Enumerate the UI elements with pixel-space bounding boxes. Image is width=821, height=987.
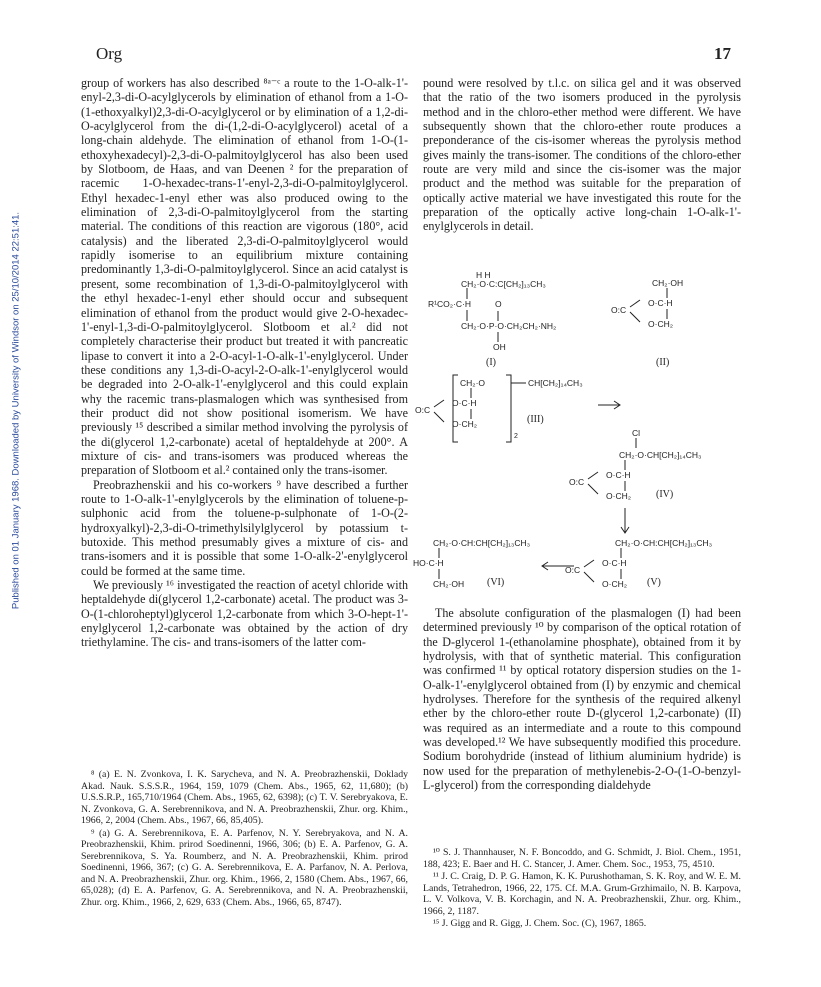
download-notice-text: Published on 01 January 1968. Downloaded by University of Windsor on 25/10/2014 22:51:41. [10,211,22,610]
right-column-bottom [423,606,741,792]
compound-1-label: (I) [486,357,496,368]
compound-5-label: (V) [647,577,661,588]
left-paragraph-2: Preobrazhenskii and his co-workers ⁹ have described a further route to 1-O-alk-1'-enylglycerols by the elimination of toluene-p-sulphonic acid from the toluene-p-sulphonate of 1-O-(2-hydroxyalkyl)-2,3-di-O-trimethylsilylglycerol by potassium t-butoxide. This method presumably gives a mixture of cis- and trans-isomers and it is possible that some 1-O-alk-2'-enylglycerol could be formed at the same time. [81,477,408,578]
left-paragraph-1: group of workers has also described ⁸ᵃ⁻ᶜ a route to the 1-O-alk-1'-enyl-2,3-di-O-acylglycerols by elimination of ethanol from a 1-O-(1-ethoxyalkyl)2,3-di-O-acylglycerol or by elimination of a 1,2-di-O-acylglycerol from the di-(1,2-di-O-acylglycerol) acetal of a long-chain aldehyde. The elimination of ethanol from 1-O-(1-ethoxyhexadecyl)-2,3-di-O-palmitoylglycerol has also been used by Slotboom, de Haas, and van Deenen ² for the preparation of racemic 1-O-hexadec-trans-1'-enyl-2,3-di-O-palmitoylglycerol. Ethyl hexadec-1-enyl ether was also produced owing to the elimination of 2,3-di-O-palmitoylglycerol from the starting material. The conditions of this reaction are vigorous (180°, acid catalysis) and the liberated 2,3-di-O-palmitoylglycerol would rapidly isomerise to an equilibrium mixture containing predominantly 1,3-di-O-palmitoylglycerol. Since an acid catalyst is present, some recombination of 1,3-di-O-palmitoylglycerol with the ethyl hexadec-1-enyl ether should occur and subsequent elimination of ethanol from the product would give 2-O-hexadec-1'-enyl-1,3-di-O-palmitoylglycerol. Slotboom et al.² did not completely characterise their product but treated it with pancreatic lipase to convert it into a 2-O-acyl-1-O-alk-1'-enylglycerol. Under these conditions any 1,3-di-O-acyl-2-O-alk-1'-enylglycerol would be degraded into 2-O-alk-1'-enylglycerol and this could explain why the racemic trans-plasmalogen which was synthesised from their product did not show positional isomerism. We have previously ¹⁵ described a similar method involving the pyrolysis of the di(glycerol 1,2-carbonate) acetal of heptaldehyde at 200°. A mixture of cis- and trans-isomers was produced whereas the preparation of Slotboom et al.² contained only the trans-isomer. [81,76,408,478]
compound-4-top: CH₂·O·CH[CH₂]₁₄CH₃ [619,450,702,460]
compound-1-middle: R¹CO₂·C·H [428,299,471,309]
compound-2-carbonyl: O:C [611,305,627,315]
compound-2-top: CH₂·OH [652,278,684,288]
compound-3-subscript: 2 [514,433,518,440]
compound-5-middle: O·C·H [602,558,627,568]
compound-4-label: (IV) [656,489,674,500]
footnote-9: ⁹ (a) G. A. Serebrennikova, E. A. Parfenov, N. Y. Serebryakova, and N. A. Preobrazhenskii, Khim. prirod Soedinenni, 1966, 306; (b) E. A. Parfenov, G. A. Serebrennikova, S. Ya. Roumberz, and N. A. Preobrazhenskii, Khim. prirod Soedinenni, 1966, 367; (c) G. A. Serebrennikova, E. A. Parfanov, N. A. Perlova, and N. A. Preobrazhenskii, Zhur. org. Khim., 1966, 2, 1580 (Chem. Abs., 1967, 66, 65,028); (d) E. A. Parfenov, G. A. Serebrennikova, and N. A. Preobrazhenskii, Zhur. org. Khim., 1966, 2, 629, 633 (Chem. Abs., 1966, 65, 8747). [81,827,408,908]
compound-3-middle: O·C·H [452,398,477,408]
right-paragraph-2: The absolute configuration of the plasmalogen (I) had been determined previously ¹⁰ by comparison of the optical rotation of the D-glycerol 1-(ethanolamine phosphate), obtained from it by hydrolysis, with that of synthetic material. This configuration was confirmed ¹¹ by optical rotatory dispersion studies on the 1-O-alk-1'-enylglycerol obtained from (I) by enzymic and chemical hydrolyses. Therefore for the synthesis of the required alkenyl ether by the chloro-ether route D-(glycerol 1,2-carbonate) (II) was required as an intermediate and a route to this compound was developed.¹² We have subsequently modified this procedure. Sodium borohydride (instead of lithium aluminium hydride) is now used for the preparation of methylenebis-2-O-(1-O-benzyl-L-glycerol) from the corresponding dialdehyde [423,606,741,793]
compound-4-carbonyl: O:C [569,477,585,487]
compound-1-oxo: O [495,299,502,309]
compound-4-chlorine: Cl [632,428,641,438]
compound-6-label: (VI) [487,577,505,588]
right-footnotes [423,847,741,931]
footnote-10: ¹⁰ S. J. Thannhauser, N. F. Boncoddo, and G. Schmidt, J. Biol. Chem., 1951, 188, 423; E. Baer and H. C. Stancer, J. Amer. Chem. Soc., 1953, 75, 4510. [423,847,741,870]
compound-3-carbonyl: O:C [415,405,431,415]
page-number: 17 [714,44,731,63]
compound-1-hydroxyl: OH [493,342,506,352]
compound-1-hh: H H [476,270,491,280]
compound-4-bottom: O·CH₂ [606,491,632,501]
footnote-11: ¹¹ J. C. Craig, D. P. G. Hamon, K. K. Purushothaman, S. K. Roy, and W. E. M. Lands, Tetrahedron, 1966, 22, 175. Cf. M.A. Grum-Grzhimailo, N. B. Karpova, L. V. Volkova, V. B. Korchagin, and N. A. Preobrazhenskii, Zhur. org. Khim., 1966, 2, 1187. [423,871,741,917]
compound-3-label: (III) [527,414,544,425]
left-paragraph-3: We previously ¹⁶ investigated the reaction of acetyl chloride with heptaldehyde di(glycerol 1,2-carbonate) acetal. The product was 3-O-(1-chloroheptyl)glycerol 1,2-carbonate from which 3-O-hept-1'-enylglycerol 1,2-carbonate was obtained by the action of dry triethylamine. The cis- and trans-isomers of the latter com- [81,578,408,650]
compound-3-bottom: O·CH₂ [452,419,478,429]
footnote-8: ⁸ (a) E. N. Zvonkova, I. K. Sarycheva, and N. A. Preobrazhenskii, Doklady Akad. Nauk. S.S.S.R., 1964, 159, 1079 (Chem. Abs., 1965, 62, 11,680); (b) U.S.S.R.P., 165,710/1964 (Chem. Abs., 1965, 62, 6398); (c) T. V. Serebryakova, E. N. Zvonkova, G. A. Serebrennikova, and N. A. Preobrazhenskii, Zhur. org. Khim., 1966, 2, 2004 (Chem. Abs., 1967, 66, 85,405). [81,769,408,826]
compound-6-bottom: CH₂·OH [433,579,465,589]
footnote-15: ¹⁵ J. Gigg and R. Gigg, J. Chem. Soc. (C), 1967, 1865. [433,918,647,929]
compound-5-carbonyl: O:C [565,565,581,575]
compound-6-middle: HO·C·H [413,558,444,568]
compound-1-top: CH₂·O·C:C[CH₂]₁₃CH₃ [461,279,546,289]
compound-2-bottom: O·CH₂ [648,319,674,329]
compound-2-label: (II) [656,357,670,368]
compound-2-middle: O·C·H [648,298,673,308]
compound-6-top: CH₂·O·CH:CH[CH₂]₁₃CH₃ [433,538,531,548]
compound-5-top: CH₂·O·CH:CH[CH₂]₁₃CH₃ [615,538,713,548]
compound-5-bottom: O·CH₂ [602,579,628,589]
compound-3-chain: CH[CH₂]₁₄CH₃ [528,378,583,388]
compound-4-middle: O·C·H [606,470,631,480]
journal-name: Org [96,44,123,63]
compound-1-bottom: CH₂·O·P·O·CH₂CH₂·NH₂ [461,321,557,331]
right-paragraph-1: pound were resolved by t.l.c. on silica gel and it was observed that the ratio of the two isomers produced in the pyrolysis method and in the chloro-ether method were different. We have subsequently shown that the chloro-ether route produces a preponderance of the cis-isomer whereas the pyrolysis method gives mainly the trans-isomer. The conditions of the chloro-ether route are very mild and since the cis-isomer was the major product and the method was suitable for the preparation of optically active material we have investigated this route for the preparation of the optically active long-chain 1-O-alk-1'-enylglycerols in detail. [423,76,741,234]
compound-3-top: CH₂·O [460,378,486,388]
